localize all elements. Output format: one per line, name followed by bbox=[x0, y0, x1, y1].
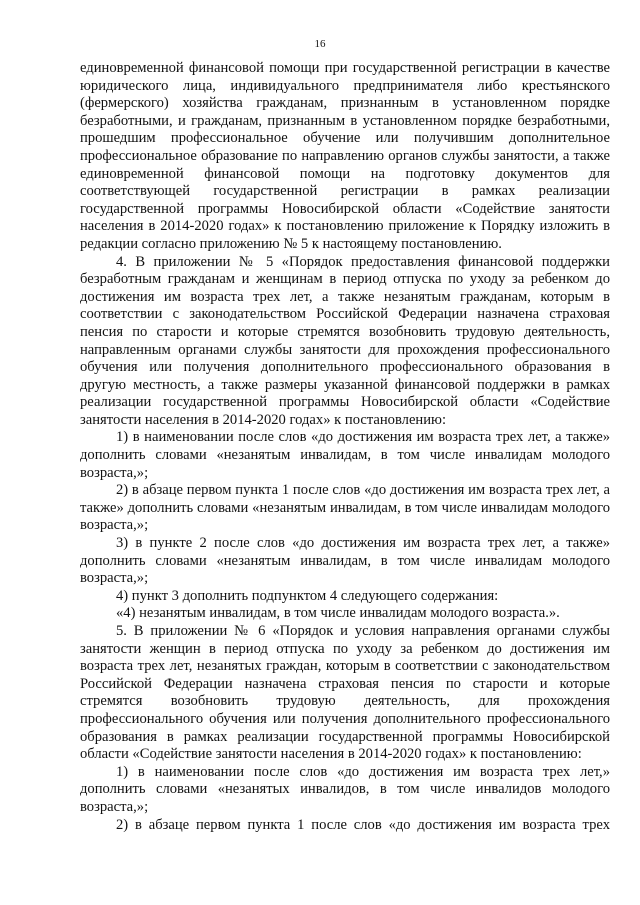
paragraph-item-5-2: 2) в абзаце первом пункта 1 после слов «до достижения им возраста трех bbox=[116, 816, 610, 833]
paragraph-item-5-1: 1) в наименовании после слов «до достижения им возраста трех лет,» дополнить словами «незанятых инвалидов, в том числе инвалидов молодого возраста,»; bbox=[80, 763, 610, 815]
paragraph-item-4-2: 2) в абзаце первом пункта 1 после слов «до достижения им возраста трех лет, а также» дополнить словами «незанятым инвалидам, в том числе инвалидам молодого возраста,»; bbox=[80, 482, 610, 534]
page-number: 16 bbox=[314, 38, 326, 50]
paragraph-continuation: единовременной финансовой помощи при государственной регистрации в качестве юридического лица, индивидуального предпринимателя либо крестьянского (фермерского) хозяйства гражданам, признанным в установленном порядке безработными, и гражданам, признанным в установленном порядке безработными, прошедшим профессиональное обучение или получившим дополнительное профессиональное образование по направлению органов службы занятости, а также единовременной финансовой помощи на подготовку документов для соответствующей государственной регистрации в рамках реализации государственной программы Новосибирской области «Содействие занятости населения в 2014-2020 годах» к постановлению приложение к Порядку изложить в редакции согласно приложению № 5 к настоящему постановлению. bbox=[80, 60, 610, 252]
paragraph-item-5: 5. В приложении № 6 «Порядок и условия направления органами службы занятости женщин в период отпуска по уходу за ребенком до достижения им возраста трех лет, незанятых граждан, которым в соответствии с законодательством Российской Федерации назначена страховая пенсия по старости и которые стремятся возобновить трудовую деятельность, для прохождения профессионального обучения или получения дополнительного профессионального образования в рамках реализации государственной программы Новосибирской области «Содействие занятости населения в 2014-2020 годах» к постановлению: bbox=[80, 623, 610, 763]
document-body bbox=[80, 60, 610, 834]
paragraph-item-4: 4. В приложении № 5 «Порядок предоставления финансовой поддержки безработным гражданам и женщинам в период отпуска по уходу за ребенком до достижения им возраста трех лет, а также незанятым гражданам, которым в соответствии с законодательством Российской Федерации назначена страховая пенсия по старости и которые стремятся возобновить трудовую деятельность, направленным органами службы занятости для прохождения профессионального обучения или получения дополнительного профессионального образования в другую местность, а также размеры указанной финансовой поддержки в рамках реализации государственной программы Новосибирской области «Содействие занятости населения в 2014-2020 годах» к постановлению: bbox=[80, 253, 610, 428]
paragraph-item-4-1: 1) в наименовании после слов «до достижения им возраста трех лет, а также» дополнить словами «незанятым инвалидам, в том числе инвалидам молодого возраста,»; bbox=[80, 429, 610, 481]
paragraph-item-4-3: 3) в пункте 2 после слов «до достижения им возраста трех лет, а также» дополнить словами «незанятым инвалидам, в том числе инвалидам молодого возраста,»; bbox=[80, 535, 610, 587]
paragraph-item-4-4: 4) пункт 3 дополнить подпунктом 4 следующего содержания: bbox=[116, 587, 499, 604]
paragraph-quoted-subitem: «4) незанятым инвалидам, в том числе инвалидам молодого возраста.». bbox=[116, 605, 560, 622]
